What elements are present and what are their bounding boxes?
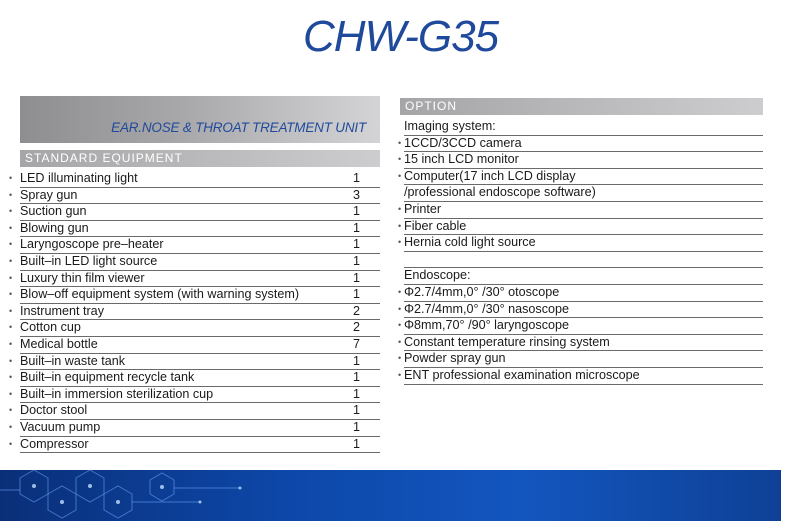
standard-equipment-list [8, 171, 380, 453]
bullet-dot-icon: • [9, 438, 13, 449]
bullet-dot-icon: • [398, 220, 402, 231]
equipment-qty: 2 [352, 320, 360, 335]
equipment-name: Suction gun [20, 204, 87, 219]
bullet-dot-icon: • [9, 405, 13, 416]
table-row [9, 353, 380, 371]
list-item [398, 135, 763, 153]
equipment-name: Built–in equipment recycle tank [20, 370, 195, 385]
table-row [9, 204, 380, 221]
bullet-dot-icon: • [398, 137, 402, 148]
equipment-qty: 1 [352, 220, 360, 235]
equipment-qty: 1 [352, 436, 360, 451]
table-row [9, 171, 380, 188]
option-text: Φ8mm,70° /90° laryngoscope [404, 318, 570, 333]
bullet-dot-icon: • [9, 206, 13, 217]
bullet-dot-icon: • [9, 189, 13, 200]
equipment-name: Built–in waste tank [20, 353, 126, 368]
option-text: Φ2.7/4mm,0° /30° nasoscope [404, 301, 570, 316]
equipment-name: Built–in immersion sterilization cup [20, 386, 214, 401]
table-row [9, 403, 380, 420]
list-item [398, 301, 763, 319]
list-item [398, 168, 763, 186]
equipment-qty: 1 [352, 419, 360, 434]
table-row [9, 386, 380, 404]
option-text: 15 inch LCD monitor [404, 152, 519, 167]
option-text: Computer(17 inch LCD display [404, 168, 576, 183]
bullet-dot-icon: • [398, 286, 402, 297]
bullet-dot-icon: • [9, 255, 13, 266]
equipment-name: Cotton cup [20, 320, 81, 335]
list-item [398, 201, 763, 219]
equipment-qty: 7 [352, 336, 360, 351]
equipment-name: Medical bottle [20, 336, 98, 351]
option-text: ENT professional examination microscope [404, 367, 640, 382]
equipment-qty: 1 [352, 403, 360, 418]
option-text: Hernia cold light source [404, 235, 536, 250]
list-item [398, 351, 763, 368]
bullet-dot-icon: • [398, 170, 402, 181]
table-row [9, 320, 380, 337]
bullet-dot-icon: • [9, 239, 13, 250]
equipment-name: Blow–off equipment system (with warning system) [20, 287, 300, 302]
equipment-qty: 2 [352, 303, 360, 318]
bullet-dot-icon: • [9, 338, 13, 349]
list-item [398, 334, 763, 352]
page-title: CHW-G35 [302, 12, 499, 61]
option-text: Endoscope: [404, 268, 471, 283]
bullet-dot-icon: • [398, 369, 402, 380]
bullet-dot-icon: • [398, 320, 402, 331]
table-row [9, 303, 380, 321]
option-text: Constant temperature rinsing system [404, 334, 610, 349]
equipment-qty: 1 [352, 287, 360, 302]
bullet-dot-icon: • [9, 173, 13, 183]
bullet-dot-icon: • [9, 421, 13, 432]
table-row [9, 220, 380, 238]
equipment-name: Luxury thin film viewer [20, 270, 145, 285]
table-row [9, 419, 380, 437]
list-item [404, 119, 763, 136]
list-item [398, 235, 763, 252]
table-row [9, 370, 380, 387]
list-item [398, 218, 763, 236]
table-row [9, 253, 380, 271]
equipment-name: Laryngoscope pre–heater [20, 237, 164, 252]
bullet-dot-icon: • [9, 388, 13, 399]
bullet-dot-icon: • [398, 303, 402, 314]
list-item [404, 268, 763, 285]
equipment-qty: 1 [352, 253, 360, 268]
list-item [398, 284, 763, 302]
list-item [398, 367, 763, 385]
option-text: Powder spray gun [404, 351, 506, 366]
table-row [9, 436, 380, 454]
bullet-dot-icon: • [9, 272, 13, 283]
list-item [404, 185, 763, 202]
footer-edge [781, 470, 801, 521]
option-list [398, 119, 763, 385]
bullet-dot-icon: • [398, 203, 402, 214]
list-item [398, 318, 763, 335]
list-item [398, 152, 763, 169]
bullet-dot-icon: • [9, 305, 13, 316]
bullet-dot-icon: • [398, 336, 402, 347]
equipment-qty: 1 [352, 386, 360, 401]
option-heading: OPTION [400, 98, 763, 115]
equipment-qty: 1 [352, 270, 360, 285]
bullet-dot-icon: • [9, 372, 13, 383]
option-text: Printer [404, 201, 442, 216]
table-row [9, 187, 380, 205]
equipment-qty: 1 [352, 237, 360, 252]
unit-banner [20, 96, 380, 143]
bullet-dot-icon: • [398, 154, 402, 165]
standard-equipment-heading: STANDARD EQUIPMENT [20, 150, 380, 167]
circuit-pattern-graphic [0, 470, 801, 521]
equipment-name: Doctor stool [20, 403, 88, 418]
table-row [9, 287, 380, 304]
table-row [9, 270, 380, 288]
equipment-qty: 1 [352, 171, 360, 185]
bullet-dot-icon: • [9, 222, 13, 233]
equipment-qty: 1 [352, 370, 360, 385]
table-row [9, 336, 380, 354]
option-text: Fiber cable [404, 218, 467, 233]
table-row [9, 237, 380, 254]
bullet-dot-icon: • [9, 355, 13, 366]
option-text: Imaging system: [404, 119, 496, 133]
equipment-name: Built–in LED light source [20, 253, 158, 268]
option-text: Φ2.7/4mm,0° /30° otoscope [404, 284, 560, 299]
equipment-name: Compressor [20, 436, 89, 451]
unit-name: EAR.NOSE & THROAT TREATMENT UNIT [111, 120, 366, 135]
option-text: /professional endoscope software) [404, 185, 596, 200]
bullet-dot-icon: • [398, 237, 402, 248]
bullet-dot-icon: • [9, 289, 13, 300]
footer-banner [0, 470, 801, 521]
equipment-name: Blowing gun [20, 220, 89, 235]
bullet-dot-icon: • [398, 353, 402, 364]
equipment-qty: 1 [352, 353, 360, 368]
option-text: 1CCD/3CCD camera [404, 135, 522, 150]
list-item [404, 252, 763, 269]
equipment-name: Instrument tray [20, 303, 104, 318]
equipment-name: Vacuum pump [20, 419, 101, 434]
equipment-qty: 3 [352, 187, 360, 202]
equipment-name: LED illuminating light [20, 171, 138, 185]
bullet-dot-icon: • [9, 322, 13, 333]
equipment-qty: 1 [352, 204, 360, 219]
equipment-name: Spray gun [20, 187, 78, 202]
